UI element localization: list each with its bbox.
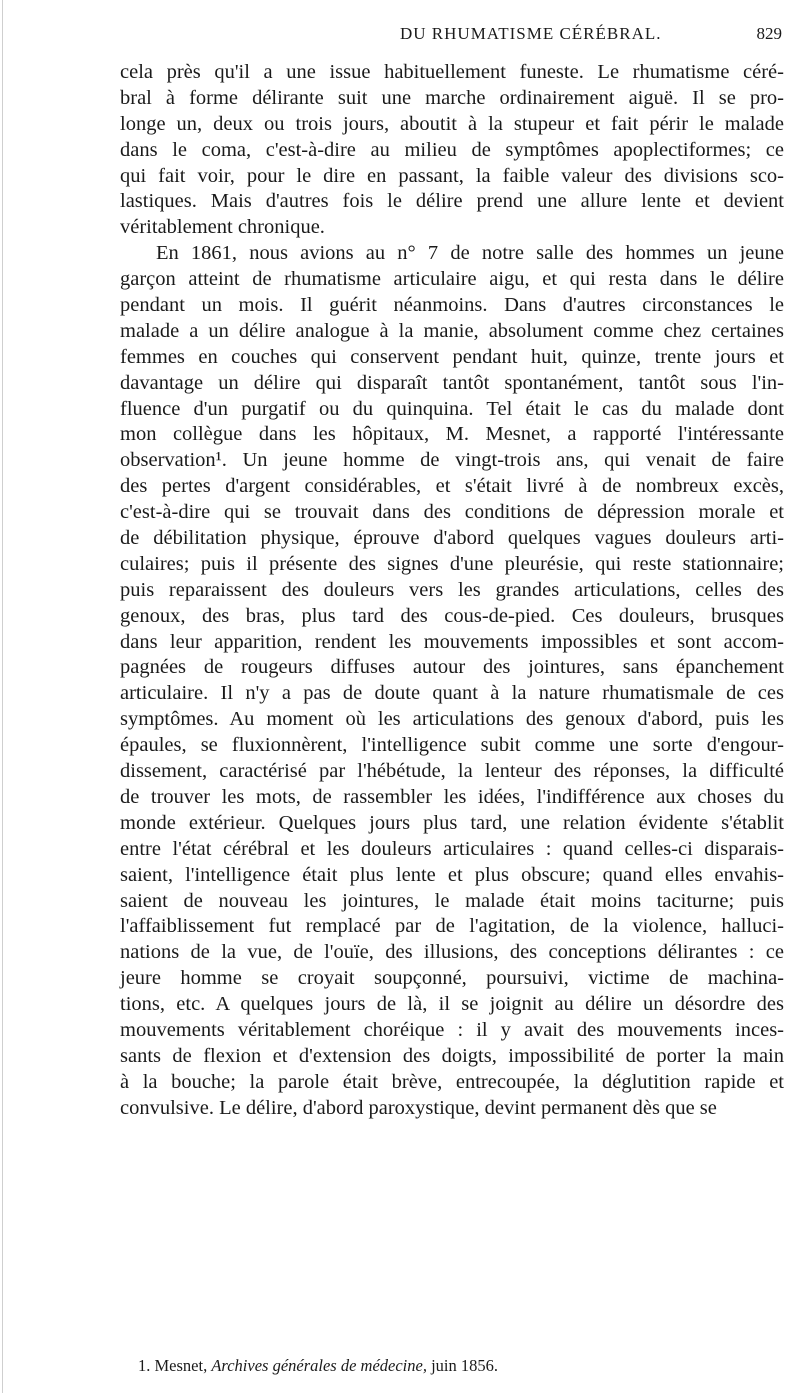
text-line: l'affaiblissement fut remplacé par de l'agitation, de la violence, halluci- bbox=[120, 915, 784, 938]
text-line: jeure homme se croyait soupçonné, poursuivi, victime de machina- bbox=[120, 967, 784, 990]
text-line: mon collègue dans les hôpitaux, M. Mesnet, a rapporté l'intéressante bbox=[120, 423, 784, 446]
footnote-author: Mesnet, bbox=[154, 1356, 208, 1375]
text-line: à la bouche; la parole était brève, entrecoupée, la déglutition rapide et bbox=[120, 1070, 784, 1093]
text-line: de trouver les mots, de rassembler les idées, l'indifférence aux choses du bbox=[120, 785, 784, 808]
page-edge-shadow bbox=[2, 0, 3, 1393]
paragraph-1 bbox=[120, 60, 784, 241]
text-line: En 1861, nous avions au n° 7 de notre salle des hommes un jeune bbox=[156, 242, 784, 265]
text-line: malade a un délire analogue à la manie, absolument comme chez certaines bbox=[120, 319, 784, 342]
text-line: nations de la vue, de l'ouïe, des illusions, des conceptions délirantes : ce bbox=[120, 941, 784, 964]
running-head bbox=[120, 24, 800, 54]
text-line: dans le coma, c'est-à-dire au milieu de symptômes apoplectiformes; ce bbox=[120, 138, 784, 161]
text-line: culaires; puis il présente des signes d'une pleurésie, qui reste stationnaire; bbox=[120, 552, 784, 575]
text-line: cela près qu'il a une issue habituellement funeste. Le rhumatisme céré- bbox=[120, 61, 784, 83]
text-line: entre l'état cérébral et les douleurs articulaires : quand celles-ci disparais- bbox=[120, 837, 784, 860]
text-line: mouvements véritablement choréique : il y avait des mouvements inces- bbox=[120, 1018, 784, 1041]
text-line: des pertes d'argent considérables, et s'était livré à de nombreux excès, bbox=[120, 475, 784, 498]
text-line: dans leur apparition, rendent les mouvements impossibles et sont accom- bbox=[120, 630, 784, 653]
body-text bbox=[120, 60, 784, 1122]
text-line: pendant un mois. Il guérit néanmoins. Dans d'autres circonstances le bbox=[120, 294, 784, 317]
footnote-marker: 1. bbox=[138, 1356, 151, 1375]
paragraph-2 bbox=[120, 241, 784, 1121]
text-line: articulaire. Il n'y a pas de doute quant à la nature rhumatismale de ces bbox=[120, 682, 784, 705]
text-line: de débilitation physique, éprouve d'abord quelques vagues douleurs arti- bbox=[120, 527, 784, 550]
text-line: sants de flexion et d'extension des doigts, impossibilité de porter la main bbox=[120, 1044, 784, 1067]
text-line: fluence d'un purgatif ou du quinquina. Tel était le cas du malade dont bbox=[120, 397, 784, 420]
footnote-source: Archives générales de médecine, bbox=[211, 1356, 427, 1375]
footnote-date: juin 1856. bbox=[431, 1356, 499, 1375]
text-line: monde extérieur. Quelques jours plus tard, une relation évidente s'établit bbox=[120, 811, 784, 834]
text-line: saient, l'intelligence était plus lente et plus obscure; quand elles envahis- bbox=[120, 863, 784, 886]
text-line: lastiques. Mais d'autres fois le délire prend une allure lente et devient bbox=[120, 190, 784, 213]
text-line: puis reparaissent des douleurs vers les grandes articulations, celles des bbox=[120, 578, 784, 601]
text-line: saient de nouveau les jointures, le malade était moins taciturne; puis bbox=[120, 889, 784, 912]
text-line: bral à forme délirante suit une marche ordinairement aiguë. Il se pro- bbox=[120, 86, 784, 109]
text-line: symptômes. Au moment où les articulations des genoux d'abord, puis les bbox=[120, 708, 784, 731]
text-line: véritablement chronique. bbox=[120, 216, 325, 239]
text-line: dissement, caractérisé par l'hébétude, la lenteur des réponses, la difficulté bbox=[120, 760, 784, 783]
text-line: c'est-à-dire qui se trouvait dans des conditions de dépression morale et bbox=[120, 501, 784, 524]
text-line: femmes en couches qui conservent pendant huit, quinze, trente jours et bbox=[120, 345, 784, 368]
text-line: qui fait voir, pour le dire en passant, la faible valeur des divisions sco- bbox=[120, 164, 784, 187]
text-line: garçon atteint de rhumatisme articulaire aigu, et qui resta dans le délire bbox=[120, 268, 784, 291]
text-line: genoux, des bras, plus tard des cous-de-pied. Ces douleurs, brusques bbox=[120, 604, 784, 627]
footnote bbox=[138, 1356, 778, 1376]
running-title: DU RHUMATISME CÉRÉBRAL. bbox=[400, 24, 662, 43]
text-line: tions, etc. A quelques jours de là, il se joignit au délire un désordre des bbox=[120, 993, 784, 1016]
text-line: convulsive. Le délire, d'abord paroxystique, devint permanent dès que se bbox=[120, 1096, 717, 1119]
text-line: davantage un délire qui disparaît tantôt spontanément, tantôt sous l'in- bbox=[120, 371, 784, 394]
text-line: épaules, se fluxionnèrent, l'intelligence subit comme une sorte d'engour- bbox=[120, 734, 784, 757]
text-line: observation¹. Un jeune homme de vingt-trois ans, qui venait de faire bbox=[120, 449, 784, 472]
page-number: 829 bbox=[756, 24, 782, 43]
text-line: pagnées de rougeurs diffuses autour des jointures, sans épanchement bbox=[120, 656, 784, 679]
text-line: longe un, deux ou trois jours, aboutit à la stupeur et fait périr le malade bbox=[120, 112, 784, 135]
